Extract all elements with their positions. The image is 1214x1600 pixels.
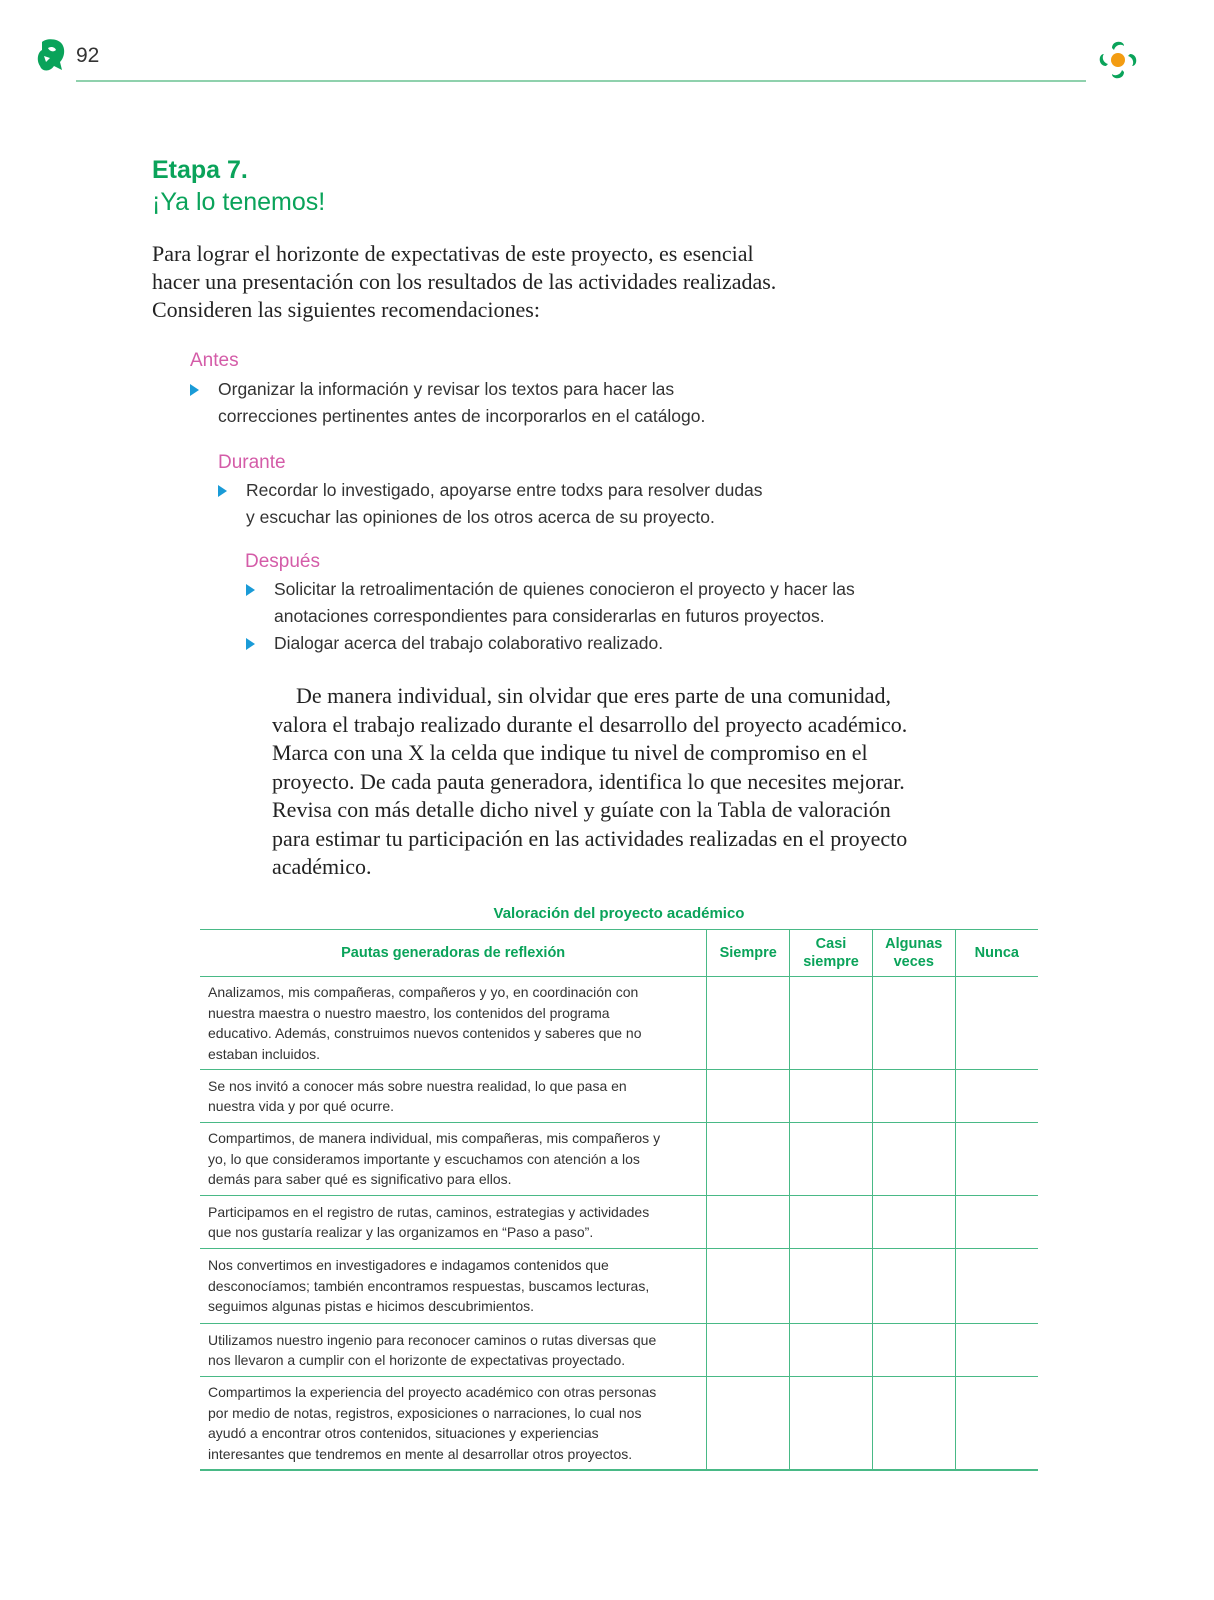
table-row xyxy=(200,1249,1038,1324)
section-heading-durante: Durante xyxy=(218,452,286,473)
pauta-cell: Compartimos la experiencia del proyecto académico con otras personas por medio de notas, registros, exposiciones o narraciones, lo cual nos ayudó a encontrar otros contenidos, situaciones y experiencias interesantes que tendremos en mente al desarrollar otros proyectos. xyxy=(200,1377,707,1471)
section-heading-despues: Después xyxy=(245,551,320,572)
pauta-cell: Analizamos, mis compañeras, compañeros y yo, en coordinación con nuestra maestra o nuestro maestro, los contenidos del programa educativo. Además, construimos nuevos contenidos y saberes que no estaban incluidos. xyxy=(200,977,707,1070)
durante-item: Recordar lo investigado, apoyarse entre todxs para resolver dudas y escuchar las opiniones de los otros acerca de su proyecto. xyxy=(246,480,763,527)
siempre-cell[interactable] xyxy=(707,1196,790,1249)
casi-siempre-cell[interactable] xyxy=(790,1070,873,1123)
algunas-veces-cell[interactable] xyxy=(872,1070,955,1123)
bullet-icon xyxy=(190,384,199,396)
despues-item: Solicitar la retroalimentación de quienes conocieron el proyecto y hacer las anotaciones correspondientes para considerarlas en futuros proyectos. xyxy=(274,579,855,626)
siempre-cell[interactable] xyxy=(707,1249,790,1324)
nunca-cell[interactable] xyxy=(955,1249,1038,1324)
antes-item: Organizar la información y revisar los textos para hacer las correcciones pertinentes antes de incorporarlos en el catálogo. xyxy=(218,379,706,426)
column-header-algunas-veces: Algunas veces xyxy=(872,930,955,977)
nunca-cell[interactable] xyxy=(955,1196,1038,1249)
nunca-cell[interactable] xyxy=(955,977,1038,1070)
bullet-icon xyxy=(246,638,255,650)
table-caption: Valoración del proyecto académico xyxy=(493,905,745,922)
pauta-cell: Se nos invitó a conocer más sobre nuestra realidad, lo que pasa en nuestra vida y por qué ocurre. xyxy=(200,1070,707,1123)
table-header-row xyxy=(200,930,1038,977)
casi-siempre-cell[interactable] xyxy=(790,1196,873,1249)
casi-siempre-cell[interactable] xyxy=(790,1377,873,1471)
intro-paragraph: Para lograr el horizonte de expectativas de este proyecto, es esencial hacer una presentación con los resultados de las actividades realizadas. Consideren las siguientes recomendaciones: xyxy=(152,241,777,322)
siempre-cell[interactable] xyxy=(707,1123,790,1196)
column-header-siempre: Siempre xyxy=(707,930,790,977)
nunca-cell[interactable] xyxy=(955,1324,1038,1377)
table-row xyxy=(200,1196,1038,1249)
algunas-veces-cell[interactable] xyxy=(872,1249,955,1324)
casi-siempre-cell[interactable] xyxy=(790,977,873,1070)
pauta-cell: Compartimos, de manera individual, mis compañeras, mis compañeros y yo, lo que consideramos importante y escuchamos con atención a los demás para saber qué es significativo para ellos. xyxy=(200,1123,707,1196)
individual-instructions xyxy=(272,682,912,882)
siempre-cell[interactable] xyxy=(707,1070,790,1123)
pauta-cell: Nos convertimos en investigadores e indagamos contenidos que desconocíamos; también encontramos respuestas, buscamos lecturas, seguimos algunas pistas e hicimos descubrimientos. xyxy=(200,1249,707,1324)
table-row xyxy=(200,977,1038,1070)
siempre-cell[interactable] xyxy=(707,1324,790,1377)
pauta-cell: Utilizamos nuestro ingenio para reconocer caminos o rutas diversas que nos llevaron a cumplir con el horizonte de expectativas proyectado. xyxy=(200,1324,707,1377)
pauta-cell: Participamos en el registro de rutas, caminos, estrategias y actividades que nos gustaría realizar y las organizamos en “Paso a paso”. xyxy=(200,1196,707,1249)
casi-siempre-cell[interactable] xyxy=(790,1249,873,1324)
algunas-veces-cell[interactable] xyxy=(872,977,955,1070)
casi-siempre-cell[interactable] xyxy=(790,1324,873,1377)
siempre-cell[interactable] xyxy=(707,977,790,1070)
algunas-veces-cell[interactable] xyxy=(872,1123,955,1196)
casi-siempre-cell[interactable] xyxy=(790,1123,873,1196)
stage-title: Etapa 7. xyxy=(152,156,248,184)
algunas-veces-cell[interactable] xyxy=(872,1196,955,1249)
despues-item: Dialogar acerca del trabajo colaborativo realizado. xyxy=(274,633,664,653)
column-header-casi-siempre: Casi siempre xyxy=(790,930,873,977)
nunca-cell[interactable] xyxy=(955,1070,1038,1123)
table-row xyxy=(200,1377,1038,1471)
table-row xyxy=(200,1123,1038,1196)
table-row xyxy=(200,1070,1038,1123)
valuation-table xyxy=(200,929,1038,1471)
bullet-icon xyxy=(246,584,255,596)
column-header-nunca: Nunca xyxy=(955,930,1038,977)
siempre-cell[interactable] xyxy=(707,1377,790,1471)
stage-subtitle: ¡Ya lo tenemos! xyxy=(152,188,326,216)
column-header-pautas: Pautas generadoras de reflexión xyxy=(200,930,707,977)
algunas-veces-cell[interactable] xyxy=(872,1377,955,1471)
page-number: 92 xyxy=(76,44,100,67)
nunca-cell[interactable] xyxy=(955,1377,1038,1471)
bullet-icon xyxy=(218,485,227,497)
algunas-veces-cell[interactable] xyxy=(872,1324,955,1377)
nunca-cell[interactable] xyxy=(955,1123,1038,1196)
section-heading-antes: Antes xyxy=(190,350,239,371)
flower-icon xyxy=(1092,34,1144,86)
header-rule xyxy=(76,80,1086,82)
seal-icon xyxy=(36,38,68,74)
table-row xyxy=(200,1324,1038,1377)
individual-text: De manera individual, sin olvidar que eres parte de una comunidad, valora el trabajo realizado durante el desarrollo del proyecto académico. Marca con una X la celda que indique tu nivel de compromiso en el proyecto. De cada pauta generadora, identifica lo que necesites mejorar. Revisa con más detalle dicho nivel y guíate con la Tabla de valoración para estimar tu participación en las actividades realizadas en el proyecto académico. xyxy=(272,683,908,879)
